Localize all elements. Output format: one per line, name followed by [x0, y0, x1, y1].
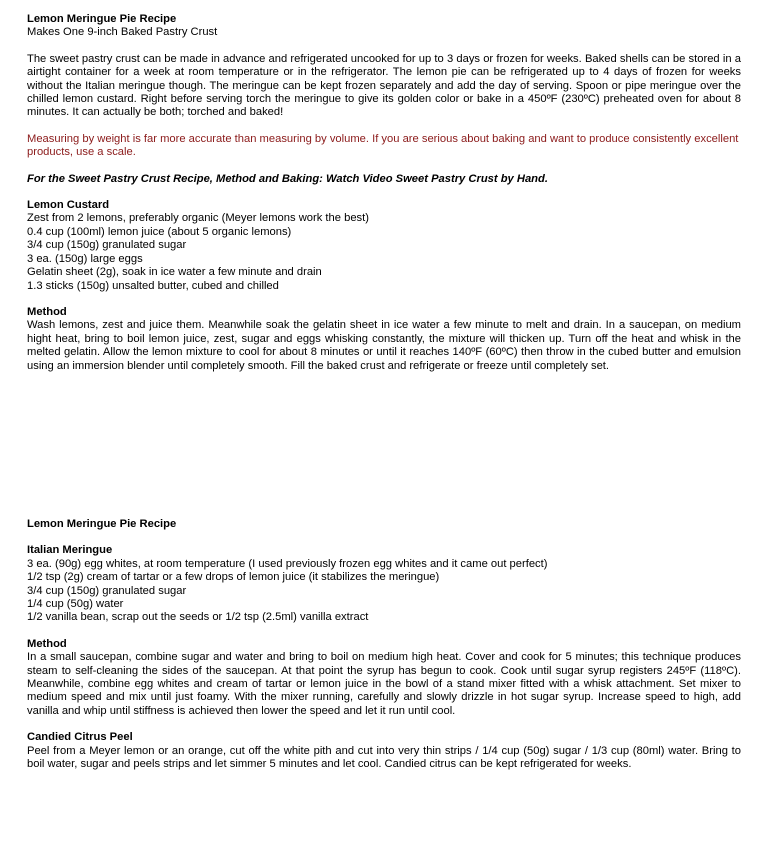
custard-heading: Lemon Custard [27, 199, 110, 212]
meringue-method-heading: Method [27, 637, 67, 650]
ingredient-item: 3/4 cup (150g) granulated sugar [27, 239, 187, 252]
meringue-method-text: In a small saucepan, combine sugar and water and bring to boil on medium high heat. Cover and cook for 5 minutes; this technique produces steam to self-cleaning the sides of the saucepan. At that point the syrup has begun to cook. Cook until sugar syrup registers 245ºF (118ºC). Meanwhile, combine egg whites and cream of tartar or lemon juice in the bowl of a stand mixer fitted with a whisk attachment. Set mixer to medium speed and mix until just foamy. With the mixer running, carefully and slowly drizzle in hot sugar syrup. Increase speed to high, add vanilla and whip until stiffness is achieved then lower the speed and let it run until cool. [27, 651, 741, 717]
ingredient-item: Gelatin sheet (2g), soak in ice water a few minute and drain [27, 266, 322, 279]
ingredient-item: 1/2 vanilla bean, scrap out the seeds or 1/2 tsp (2.5ml) vanilla extract [27, 611, 369, 624]
meringue-heading: Italian Meringue [27, 544, 113, 557]
ingredient-item: 3 ea. (150g) large eggs [27, 252, 143, 265]
meringue-ingredient-list [27, 558, 741, 625]
citrus-heading: Candied Citrus Peel [27, 731, 133, 744]
recipe-page-2 [27, 518, 741, 772]
ingredient-item: 1/4 cup (50g) water [27, 598, 124, 611]
recipe-page-1 [27, 13, 741, 373]
ingredient-item: 1.3 sticks (150g) unsalted butter, cubed and chilled [27, 279, 279, 292]
ingredient-item: 0.4 cup (100ml) lemon juice (about 5 organic lemons) [27, 225, 292, 238]
citrus-text: Peel from a Meyer lemon or an orange, cut off the white pith and cut into very thin strips / 1/4 cup (50g) sugar / 1/3 cup (80ml) water. Bring to boil water, sugar and peels strips and let simmer 5 minutes and let cool. Candied citrus can be kept refrigerated for weeks. [27, 744, 741, 771]
ingredient-item: 3/4 cup (150g) granulated sugar [27, 584, 187, 597]
measuring-note: Measuring by weight is far more accurate than measuring by volume. If you are serious about baking and want to produce consistently excellent products, use a scale. [27, 132, 739, 159]
ingredient-item: 3 ea. (90g) egg whites, at room temperature (I used previously frozen egg whites and it came out perfect) [27, 557, 548, 570]
ingredient-item: Zest from 2 lemons, preferably organic (Meyer lemons work the best) [27, 212, 369, 225]
page-title-2: Lemon Meringue Pie Recipe [27, 518, 177, 530]
ingredient-item: 1/2 tsp (2g) cream of tartar or a few drops of lemon juice (it stabilizes the meringue) [27, 571, 440, 584]
custard-ingredient-list [27, 212, 741, 292]
yield-subtitle: Makes One 9-inch Baked Pastry Crust [27, 26, 218, 39]
page-title: Lemon Meringue Pie Recipe [27, 13, 177, 25]
crust-reference: For the Sweet Pastry Crust Recipe, Method and Baking: Watch Video Sweet Pastry Crust by Hand. [27, 172, 548, 185]
custard-method-text: Wash lemons, zest and juice them. Meanwhile soak the gelatin sheet in ice water a few minute to melt and drain. In a saucepan, on medium hight heat, bring to boil lemon juice, zest, sugar and eggs whisking constantly, the mixture will thicken up. Turn off the heat and whisk in the melted gelatin. Allow the lemon mixture to cool for about 8 minutes or until it reaches 140ºF (60ºC) then throw in the cubed butter and emulsion using an immersion blender until completely smooth. Fill the baked crust and refrigerate or freeze until completely set. [27, 319, 741, 372]
custard-method-heading: Method [27, 305, 67, 318]
intro-paragraph: The sweet pastry crust can be made in advance and refrigerated uncooked for up to 3 days or frozen for weeks. Baked shells can be stored in a airtight container for a week at room temperature or in the refrigerator. The lemon pie can be refrigerated up to 4 days of frozen for weeks without the Italian meringue though. The meringue can be kept frozen separately and add the day of serving. Spoon or pipe meringue over the chilled lemon custard. Right before serving torch the meringue to give its golden color or bake in a 450ºF (230ºC) preheated oven for about 8 minutes. It can actually be both; torched and baked! [27, 52, 741, 119]
